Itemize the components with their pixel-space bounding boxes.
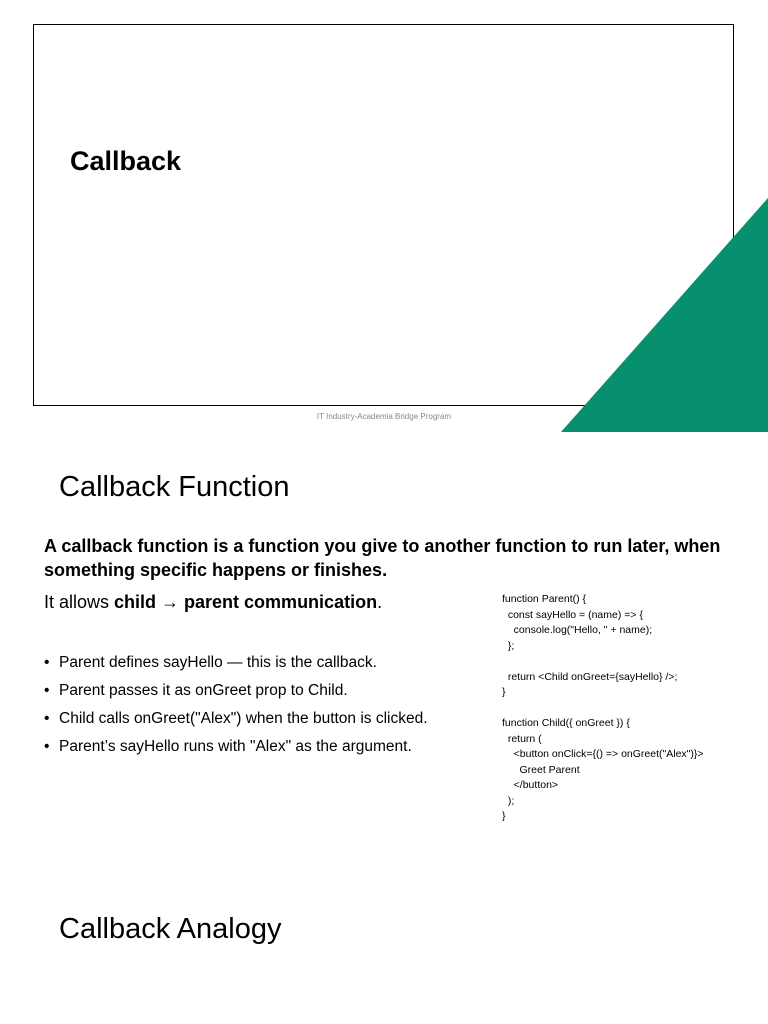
allows-suffix: . <box>377 592 383 612</box>
bullet-item <box>44 681 494 709</box>
bullet-item <box>44 737 494 765</box>
bullet-icon: • <box>44 738 50 755</box>
bullet-item <box>44 653 494 681</box>
slide-title: Callback Analogy <box>59 913 282 945</box>
allows-prefix: It allows <box>44 592 115 612</box>
bullet-text: Parent defines sayHello — this is the callback. <box>59 654 377 671</box>
title-slide <box>0 0 768 433</box>
slide-footer: IT Industry-Academia Bridge Program <box>316 412 452 421</box>
allows-text <box>44 590 382 614</box>
bullet-text: Parent’s sayHello runs with "Alex" as the argument. <box>59 738 412 755</box>
bullet-list <box>44 653 494 765</box>
definition-text: A callback function is a function you give to another function to run later, when something specific happens or finishes. <box>44 536 721 580</box>
bullet-item <box>44 709 494 737</box>
allows-bold: child → parent communication <box>114 592 378 612</box>
bullet-text: Parent passes it as onGreet prop to Child. <box>59 682 348 699</box>
bullet-icon: • <box>44 682 50 699</box>
bullet-icon: • <box>44 654 50 671</box>
bullet-text: Child calls onGreet("Alex") when the button is clicked. <box>59 710 428 727</box>
bullet-icon: • <box>44 710 50 727</box>
accent-triangle <box>0 0 768 433</box>
code-snippet: function Parent() { const sayHello = (name) => { console.log("Hello, " + name); }; return <Child onGreet={sayHello} />; } function Child({ onGreet }) { return ( <button onClick={() => onGreet("Alex")}> Greet Parent </button> ); } <box>502 593 704 822</box>
slide-title: Callback Function <box>59 471 290 503</box>
slide-title: Callback <box>70 146 182 176</box>
